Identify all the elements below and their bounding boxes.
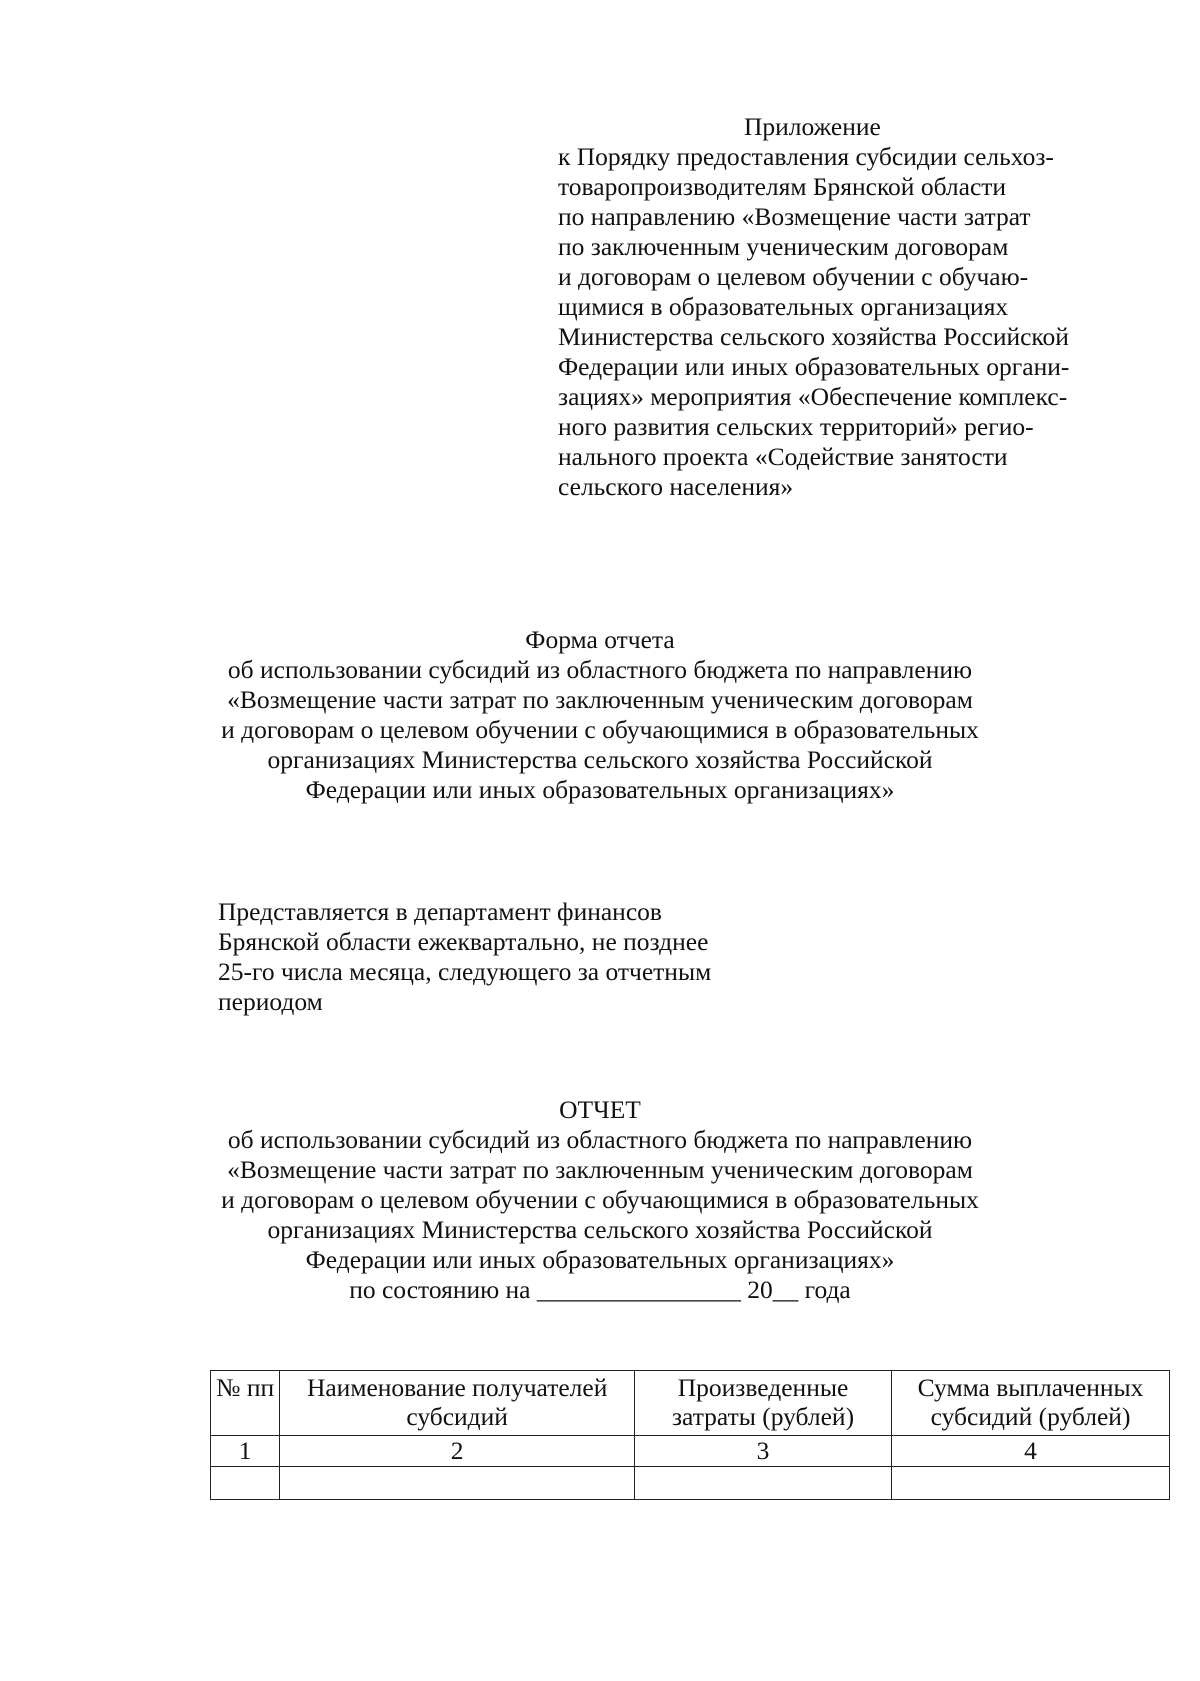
report-title-line: организациях Министерства сельского хозяйства Российской <box>267 1215 933 1244</box>
report-title-line: Федерации или иных образовательных организациях» <box>305 1245 895 1274</box>
report-title-heading: ОТЧЕТ <box>559 1095 641 1124</box>
appendix-header <box>558 112 1158 502</box>
appendix-line: щимися в образовательных организациях <box>558 292 1009 321</box>
appendix-line: Федерации или иных образовательных органи- <box>558 352 1070 381</box>
appendix-line: товаропроизводителям Брянской области <box>558 172 1007 201</box>
report-table <box>210 1370 1170 1500</box>
table-header-row <box>211 1371 1170 1436</box>
header-cell-recipient: Наименование получателей субсидий <box>280 1371 635 1436</box>
report-title <box>170 1095 1030 1305</box>
appendix-line: ного развития сельских территорий» регио- <box>558 412 1034 441</box>
header-cell-paid: Сумма выплаченных субсидий (рублей) <box>892 1371 1170 1436</box>
report-title-line: об использовании субсидий из областного бюджета по направлению <box>227 1125 973 1154</box>
appendix-title: Приложение <box>744 112 881 141</box>
table-column-number-row <box>211 1436 1170 1467</box>
column-number-cell: 4 <box>892 1436 1170 1467</box>
column-number-cell: 1 <box>211 1436 280 1467</box>
form-title <box>170 625 1030 805</box>
header-cell-number: № пп <box>211 1371 280 1436</box>
header-cell-expenses: Произведенные затраты (рублей) <box>634 1371 891 1436</box>
appendix-line: и договорам о целевом обучении с обучаю- <box>558 262 1029 291</box>
appendix-line: по заключенным ученическим договорам <box>558 232 1009 261</box>
appendix-line: зациях» мероприятия «Обеспечение комплекс- <box>558 382 1068 411</box>
form-title-line: Федерации или иных образовательных организациях» <box>305 775 895 804</box>
submission-note-line: Брянской области ежеквартально, не позднее <box>218 927 709 956</box>
report-title-line: «Возмещение части затрат по заключенным ученическим договорам <box>227 1155 973 1184</box>
report-title-line: и договорам о целевом обучении с обучающимися в образовательных <box>221 1185 979 1214</box>
appendix-line: по направлению «Возмещение части затрат <box>558 202 1031 231</box>
column-number-cell: 2 <box>280 1436 635 1467</box>
form-title-line: «Возмещение части затрат по заключенным ученическим договорам <box>227 685 973 714</box>
submission-note-line: Представляется в департамент финансов <box>218 897 662 926</box>
table-row <box>211 1467 1170 1500</box>
column-number-cell: 3 <box>634 1436 891 1467</box>
form-title-line: и договорам о целевом обучении с обучающимися в образовательных <box>221 715 979 744</box>
table-cell <box>211 1467 280 1500</box>
submission-note-line: 25-го числа месяца, следующего за отчетным <box>218 957 712 986</box>
form-title-line: организациях Министерства сельского хозяйства Российской <box>267 745 933 774</box>
report-date-line: по состоянию на ________________ 20__ года <box>349 1275 851 1304</box>
table-cell <box>634 1467 891 1500</box>
appendix-line: Министерства сельского хозяйства Российской <box>558 322 1069 351</box>
table-cell <box>892 1467 1170 1500</box>
submission-note-line: периодом <box>218 987 323 1016</box>
appendix-line: сельского населения» <box>558 472 794 501</box>
form-title-line: об использовании субсидий из областного бюджета по направлению <box>227 655 973 684</box>
submission-note <box>218 897 818 1017</box>
table-cell <box>280 1467 635 1500</box>
appendix-line: к Порядку предоставления субсидии сельхоз- <box>558 142 1054 171</box>
appendix-line: нального проекта «Содействие занятости <box>558 442 1008 471</box>
form-title-heading: Форма отчета <box>525 625 675 654</box>
